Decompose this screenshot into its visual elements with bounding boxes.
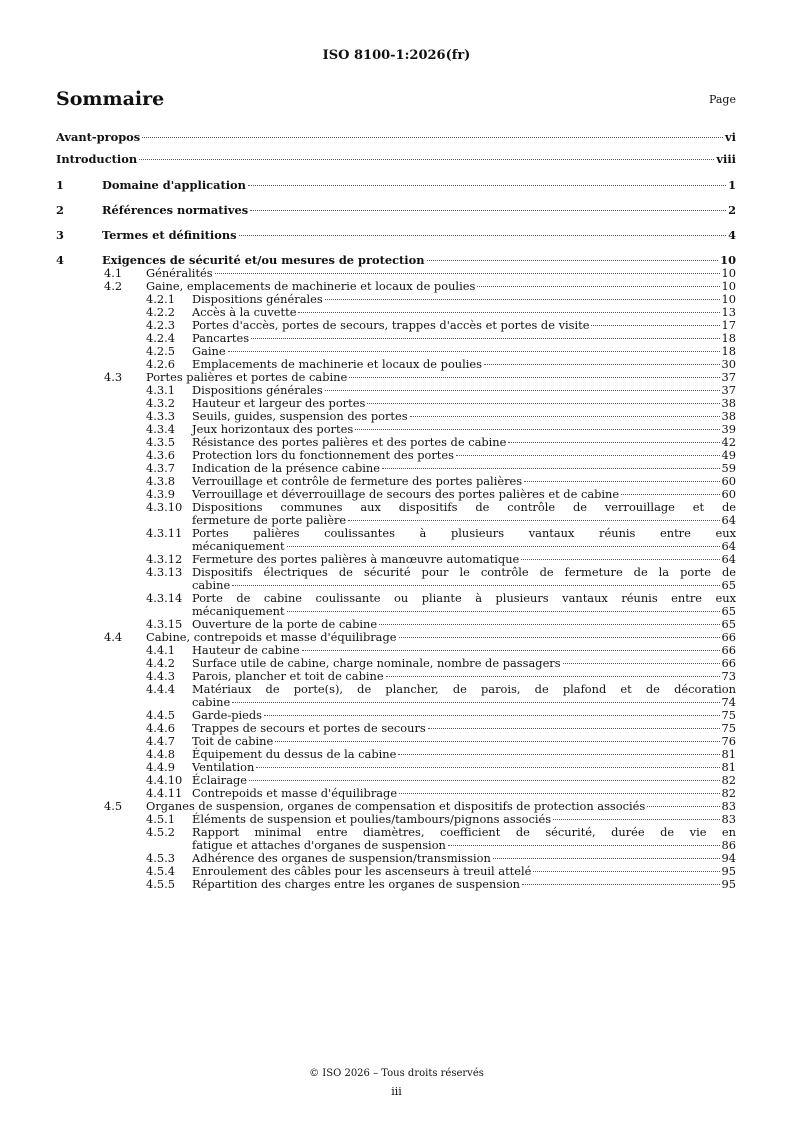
toc-title-line2: mécaniquement (192, 539, 285, 553)
toc-title: Dispositions générales (192, 292, 323, 306)
dot-leader (508, 442, 719, 443)
toc-entry[interactable] (56, 229, 736, 242)
dot-leader (142, 137, 723, 138)
toc-page: 30 (721, 357, 736, 371)
toc-title: Exigences de sécurité et/ou mesures de protection (102, 253, 425, 267)
toc-text-block (192, 566, 736, 592)
toc-number: 4.4.4 (146, 682, 175, 696)
toc-page: 75 (721, 721, 736, 735)
toc-title: Ouverture de la porte de cabine (192, 617, 378, 631)
toc-multiline (192, 501, 736, 527)
toc-title: Seuils, guides, suspension des portes (192, 409, 408, 423)
toc-entry[interactable] (56, 527, 736, 553)
toc-page: 60 (721, 487, 736, 501)
toc-text-block (192, 527, 736, 553)
toc-text-block (192, 683, 736, 709)
copyright-footer: © ISO 2026 – Tous droits réservés (309, 1068, 484, 1079)
toc-number: 4.3.4 (146, 422, 175, 436)
toc-text-block (192, 332, 736, 345)
toc-title: Domaine d'application (102, 178, 246, 192)
dot-leader (524, 481, 719, 482)
toc-title-line2: cabine (192, 578, 231, 592)
toc-entry[interactable] (56, 179, 736, 192)
toc-title: Introduction (56, 152, 138, 166)
dot-leader (215, 273, 720, 274)
toc-number: 4.4.10 (146, 773, 183, 787)
toc-number: 4.3.9 (146, 487, 175, 501)
toc-number: 4.3.7 (146, 461, 175, 475)
toc-page: viii (716, 152, 736, 166)
toc-title: Références normatives (102, 203, 249, 217)
toc-title: Éclairage (192, 773, 248, 787)
dot-leader (287, 611, 720, 612)
toc-text-block (56, 131, 736, 144)
toc-page: 83 (721, 812, 736, 826)
toc-page: 38 (721, 409, 736, 423)
toc-number: 4.3.8 (146, 474, 175, 488)
toc-number: 4.2 (104, 279, 123, 293)
toc-number: 4.3.15 (146, 617, 183, 631)
toc-number: 4.2.1 (146, 292, 175, 306)
toc-number: 4.1 (104, 266, 123, 280)
toc-number: 4.4.5 (146, 708, 175, 722)
toc-page: 60 (721, 474, 736, 488)
toc-multiline (192, 826, 736, 852)
toc-title: Portes d'accès, portes de secours, trappes d'accès et portes de visite (192, 318, 590, 332)
toc-text-block (102, 229, 736, 242)
toc-title: Éléments de suspension et poulies/tambours/pignons associés (192, 812, 552, 826)
toc-page: 66 (721, 643, 736, 657)
toc-page: 86 (721, 838, 736, 852)
dot-leader (251, 338, 719, 339)
toc-entry[interactable] (56, 592, 736, 618)
toc-number: 4.5 (104, 799, 123, 813)
toc-number: 4.3.13 (146, 565, 183, 579)
dot-leader (349, 377, 719, 378)
toc-title-line2: fatigue et attaches d'organes de suspension (192, 838, 446, 852)
toc-page: 64 (721, 539, 736, 553)
dot-leader (456, 455, 720, 456)
toc-page: 64 (721, 552, 736, 566)
toc-title-line1: Porte de cabine coulissante ou pliante à plusieurs vantaux réunis entre eux (192, 591, 736, 605)
toc-title-line2: mécaniquement (192, 604, 285, 618)
toc-title: Avant-propos (56, 130, 141, 144)
toc-text-block (192, 501, 736, 527)
toc-title: Indication de la présence cabine (192, 461, 381, 475)
toc-number: 4.3.6 (146, 448, 175, 462)
toc-title: Fermeture des portes palières à manœuvre automatique (192, 552, 520, 566)
toc-title: Accès à la cuvette (192, 305, 297, 319)
toc-page: 10 (721, 266, 736, 280)
toc-text-block (192, 592, 736, 618)
toc-page: 13 (721, 305, 736, 319)
dot-leader (621, 494, 719, 495)
toc-page: 2 (728, 203, 736, 217)
dot-leader (228, 351, 720, 352)
dot-leader (355, 429, 719, 430)
dot-leader (493, 858, 720, 859)
toc-number: 4.2.3 (146, 318, 175, 332)
toc-page: 65 (721, 578, 736, 592)
toc-page: 1 (728, 178, 736, 192)
toc-number: 4.3.1 (146, 383, 175, 397)
toc-number: 4.4.9 (146, 760, 175, 774)
toc-page: 64 (721, 513, 736, 527)
toc-title: Organes de suspension, organes de compensation et dispositifs de protection associés (146, 799, 646, 813)
toc-number: 4.3.3 (146, 409, 175, 423)
toc-title: Portes palières et portes de cabine (146, 370, 348, 384)
toc-title-line2: cabine (192, 695, 231, 709)
toc-page: 38 (721, 396, 736, 410)
document-header: ISO 8100-1:2026(fr) (322, 48, 471, 63)
toc-title: Équipement du dessus de la cabine (192, 747, 397, 761)
toc-text-block (192, 319, 736, 332)
toc-multiline (192, 592, 736, 618)
toc-page: 94 (721, 851, 736, 865)
toc-text-block (102, 179, 736, 192)
dot-leader (591, 325, 719, 326)
toc-entry[interactable] (56, 878, 736, 891)
dot-leader (250, 210, 726, 211)
toc-text-block (192, 748, 736, 761)
toc-title: Ventilation (192, 760, 255, 774)
toc-text-block (192, 878, 736, 891)
toc-title-line1: Rapport minimal entre diamètres, coefficient de sécurité, durée de vie en (192, 825, 736, 839)
toc-title: Adhérence des organes de suspension/transmission (192, 851, 491, 865)
toc-page: 95 (721, 877, 736, 891)
toc-title-line1: Dispositifs électriques de sécurité pour le contrôle de fermeture de la porte de (192, 565, 736, 579)
toc-number: 4.2.4 (146, 331, 175, 345)
dot-leader (325, 390, 720, 391)
toc-title: Termes et définitions (102, 228, 237, 242)
toc-title: Jeux horizontaux des portes (192, 422, 354, 436)
dot-leader (398, 754, 719, 755)
toc-number: 4.3.14 (146, 591, 183, 605)
toc-title: Trappes de secours et portes de secours (192, 721, 426, 735)
toc-number: 4.2.2 (146, 305, 175, 319)
toc-page: 74 (721, 695, 736, 709)
toc-page: vi (725, 130, 736, 144)
toc-title: Hauteur et largeur des portes (192, 396, 366, 410)
toc-title: Verrouillage et contrôle de fermeture des portes palières (192, 474, 523, 488)
toc-title: Parois, plancher et toit de cabine (192, 669, 384, 683)
page-number: iii (391, 1085, 402, 1098)
toc-page: 95 (721, 864, 736, 878)
toc-page: 81 (721, 747, 736, 761)
toc-title-line2-row (192, 696, 736, 709)
toc-number: 3 (56, 228, 64, 242)
toc-title: Protection lors du fonctionnement des portes (192, 448, 454, 462)
toc-title: Dispositions générales (192, 383, 323, 397)
toc-title: Cabine, contrepoids et masse d'équilibrage (146, 630, 397, 644)
dot-leader (647, 806, 719, 807)
toc-page: 59 (721, 461, 736, 475)
dot-leader (386, 676, 720, 677)
dot-leader (533, 871, 719, 872)
toc-entry[interactable] (56, 566, 736, 592)
dot-leader (348, 520, 719, 521)
toc-number: 4.4.3 (146, 669, 175, 683)
dot-leader (325, 299, 720, 300)
toc-number: 4.3.11 (146, 526, 183, 540)
toc-title: Enroulement des câbles pour les ascenseurs à treuil attelé (192, 864, 532, 878)
toc-number: 4.4 (104, 630, 123, 644)
dot-leader (298, 312, 719, 313)
toc-page: 73 (721, 669, 736, 683)
toc-text-block (102, 204, 736, 217)
toc-entry[interactable] (56, 131, 736, 144)
toc-number: 4.5.3 (146, 851, 175, 865)
dot-leader (399, 637, 720, 638)
toc-number: 4.4.11 (146, 786, 183, 800)
dot-leader (275, 741, 719, 742)
dot-leader (448, 845, 720, 846)
toc-page: 42 (721, 435, 736, 449)
toc-number: 4.5.5 (146, 877, 175, 891)
toc-title-line2: fermeture de porte palière (192, 513, 347, 527)
toc-title: Gaine, emplacements de machinerie et locaux de poulies (146, 279, 476, 293)
dot-leader (256, 767, 719, 768)
dot-leader (553, 819, 719, 820)
toc-text-block (192, 722, 736, 735)
toc-number: 4.5.2 (146, 825, 175, 839)
toc-entry[interactable] (56, 683, 736, 709)
toc-page: 75 (721, 708, 736, 722)
toc-number: 4.3.2 (146, 396, 175, 410)
toc-entry[interactable] (56, 826, 736, 852)
toc-number: 4.3.10 (146, 500, 183, 514)
toc-title: Résistance des portes palières et des portes de cabine (192, 435, 507, 449)
page-column-label: Page (708, 93, 736, 106)
toc-title-line1: Dispositions communes aux dispositifs de contrôle de verrouillage et de (192, 500, 736, 514)
toc-number: 4.5.4 (146, 864, 175, 878)
toc-page: 49 (721, 448, 736, 462)
toc-title: Toit de cabine (192, 734, 274, 748)
toc-title: Gaine (192, 344, 226, 358)
toc-number: 1 (56, 178, 64, 192)
toc-number: 4.4.2 (146, 656, 175, 670)
toc-title: Verrouillage et déverrouillage de secours des portes palières et de cabine (192, 487, 620, 501)
toc-page: 65 (721, 604, 736, 618)
toc-title: Surface utile de cabine, charge nominale, nombre de passagers (192, 656, 561, 670)
page-title: Sommaire (56, 88, 165, 110)
toc-number: 4.2.5 (146, 344, 175, 358)
toc-text-block (56, 153, 736, 166)
dot-leader (302, 650, 720, 651)
toc-title: Hauteur de cabine (192, 643, 300, 657)
toc-page: 37 (721, 383, 736, 397)
dot-leader (232, 702, 719, 703)
toc-page: 18 (721, 331, 736, 345)
toc-page: 81 (721, 760, 736, 774)
toc-multiline (192, 683, 736, 709)
toc-number: 4.2.6 (146, 357, 175, 371)
toc-title: Emplacements de machinerie et locaux de poulies (192, 357, 483, 371)
toc-entry[interactable] (56, 501, 736, 527)
toc-number: 2 (56, 203, 64, 217)
dot-leader (264, 715, 719, 716)
toc-page: 10 (721, 279, 736, 293)
toc-page: 66 (721, 630, 736, 644)
toc-number: 4.3 (104, 370, 123, 384)
toc-page: 82 (721, 773, 736, 787)
dot-leader (521, 559, 719, 560)
toc-entry[interactable] (56, 153, 736, 166)
toc-title-line1: Portes palières coulissantes à plusieurs vantaux réunis entre eux (192, 526, 736, 540)
toc-title: Garde-pieds (192, 708, 263, 722)
dot-leader (410, 416, 720, 417)
toc-multiline (192, 566, 736, 592)
dot-leader (379, 624, 719, 625)
dot-leader (382, 468, 719, 469)
dot-leader (367, 403, 719, 404)
toc-number: 4 (56, 253, 64, 267)
toc-page: 10 (721, 292, 736, 306)
dot-leader (249, 780, 719, 781)
toc-page: 17 (721, 318, 736, 332)
dot-leader (484, 364, 719, 365)
toc-page: 37 (721, 370, 736, 384)
dot-leader (232, 585, 719, 586)
toc-title: Pancartes (192, 331, 250, 345)
toc-multiline (192, 527, 736, 553)
toc-entry[interactable] (56, 204, 736, 217)
toc-number: 4.5.1 (146, 812, 175, 826)
toc-title: Répartition des charges entre les organes de suspension (192, 877, 521, 891)
dot-leader (239, 235, 727, 236)
toc-number: 4.4.7 (146, 734, 175, 748)
toc-number: 4.3.5 (146, 435, 175, 449)
toc-page: 4 (728, 228, 736, 242)
dot-leader (522, 884, 719, 885)
dot-leader (248, 185, 726, 186)
toc-page: 39 (721, 422, 736, 436)
dot-leader (563, 663, 720, 664)
toc-title: Généralités (146, 266, 213, 280)
toc-page: 66 (721, 656, 736, 670)
toc-page: 18 (721, 344, 736, 358)
toc-text-block (192, 826, 736, 852)
dot-leader (287, 546, 720, 547)
toc-page: 65 (721, 617, 736, 631)
toc-page: 10 (720, 253, 736, 267)
toc-title-line1: Matériaux de porte(s), de plancher, de parois, de plafond et de décoration (192, 682, 736, 696)
toc-number: 4.4.8 (146, 747, 175, 761)
toc-page: 83 (721, 799, 736, 813)
toc-title: Contrepoids et masse d'équilibrage (192, 786, 398, 800)
toc-number: 4.4.6 (146, 721, 175, 735)
dot-leader (399, 793, 719, 794)
title-row (56, 88, 736, 110)
dot-leader (428, 728, 720, 729)
dot-leader (477, 286, 719, 287)
toc-number: 4.3.12 (146, 552, 183, 566)
dot-leader (427, 260, 719, 261)
toc-page: 76 (721, 734, 736, 748)
toc-number: 4.4.1 (146, 643, 175, 657)
toc-text-block (192, 761, 736, 774)
toc-page: 82 (721, 786, 736, 800)
dot-leader (139, 159, 714, 160)
